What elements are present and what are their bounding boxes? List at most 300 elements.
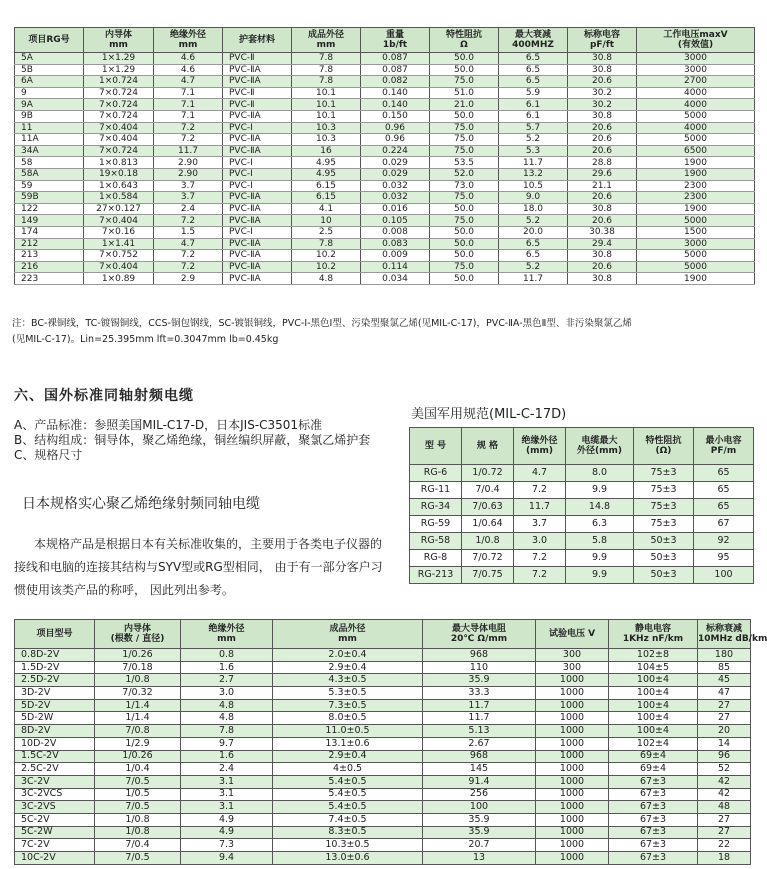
table-cell: 4000	[637, 99, 755, 111]
table-cell: 4.8	[181, 699, 273, 712]
table-cell: 4.3±0.5	[273, 674, 423, 687]
table-cell: 5.7	[499, 122, 568, 134]
table-cell: 1/1.4	[95, 712, 181, 725]
table-cell: 50±3	[634, 550, 694, 567]
table-cell: 11.0±0.5	[273, 725, 423, 738]
table-cell: 45	[698, 674, 751, 687]
table-row	[410, 567, 754, 584]
table-cell: 0.032	[361, 180, 430, 192]
table-cell: 5000	[637, 215, 755, 227]
table-cell: 4.7	[154, 238, 223, 250]
table-cell: 65	[694, 465, 754, 482]
table-cell: 100±4	[609, 712, 698, 725]
table-cell: 30.8	[568, 53, 637, 65]
table-cell: 20.7	[423, 839, 536, 852]
table-cell: 7.8	[292, 238, 361, 250]
table-cell: 91.4	[423, 775, 536, 788]
table-cell: 21.1	[568, 180, 637, 192]
table-cell: 30.8	[568, 250, 637, 262]
table-cell: 75±3	[634, 499, 694, 516]
table-cell: 100	[423, 801, 536, 814]
table-cell: 1×0.813	[84, 157, 154, 169]
table-cell: 10.1	[292, 87, 361, 99]
table-cell: 20.6	[568, 215, 637, 227]
table-cell: 0.140	[361, 87, 430, 99]
table-cell: 6.1	[499, 99, 568, 111]
table-cell: PVC-Ⅰ	[223, 122, 292, 134]
table-cell: 1/0.8	[95, 674, 181, 687]
table-cell: 10.2	[292, 250, 361, 262]
table-row	[410, 499, 754, 516]
table-cell: 6.5	[499, 64, 568, 76]
table-cell: 213	[15, 250, 84, 262]
paragraph-text: 本规格产品是根据日本有关标准收集的，主要用于各类电子仪器的	[34, 537, 383, 551]
table-cell: 5D-2V	[15, 699, 95, 712]
table-cell: 4.7	[514, 465, 566, 482]
table-cell: 42	[698, 775, 751, 788]
table-cell: 4000	[637, 122, 755, 134]
table-cell: 0.8D-2V	[15, 649, 95, 662]
table-cell: RG-11	[410, 482, 462, 499]
table-cell: 6.5	[499, 76, 568, 88]
table-cell: 110	[423, 661, 536, 674]
table-cell: 4.6	[154, 53, 223, 65]
table-cell: 104±5	[609, 661, 698, 674]
table-cell: 0.087	[361, 53, 430, 65]
table-cell: 20.6	[568, 134, 637, 146]
table-cell: 6.15	[292, 192, 361, 204]
table-cell: 1000	[536, 687, 609, 700]
table-cell: 6.5	[499, 238, 568, 250]
section-title: 六、国外标准同轴射频电缆	[14, 388, 194, 404]
table-cell: 3.0	[514, 533, 566, 550]
table-row	[15, 687, 751, 700]
table-cell: PVC-ⅡA	[223, 203, 292, 215]
table-cell: 2.5C-2V	[15, 763, 95, 776]
table-cell: PVC-ⅡA	[223, 76, 292, 88]
column-header: 试验电压 V	[536, 620, 609, 649]
table-cell: 7/0.75	[462, 567, 514, 584]
table-cell: 58A	[15, 168, 84, 180]
table-cell: RG-8	[410, 550, 462, 567]
table-cell: 67±3	[609, 788, 698, 801]
table-cell: 7×0.404	[84, 122, 154, 134]
table-row	[410, 516, 754, 533]
table-row	[410, 482, 754, 499]
column-header: 电缆最大 外径(mm)	[566, 428, 634, 465]
table-row	[15, 852, 751, 865]
table-cell: PVC-ⅡA	[223, 134, 292, 146]
table-header-row	[15, 28, 755, 53]
table-cell: 4.1	[292, 203, 361, 215]
table-cell: 8.3±0.5	[273, 826, 423, 839]
table-cell: 11.7	[514, 499, 566, 516]
table-cell: 14	[698, 737, 751, 750]
table-cell: 1/0.8	[462, 533, 514, 550]
table-cell: 968	[423, 750, 536, 763]
table-cell: 4.95	[292, 168, 361, 180]
table-cell: 75.0	[430, 145, 499, 157]
table-cell: 100	[694, 567, 754, 584]
table-cell: 145	[423, 763, 536, 776]
table-cell: 75±3	[634, 516, 694, 533]
table-cell: 27	[698, 699, 751, 712]
table-cell: 2.5	[292, 226, 361, 238]
table-cell: 7/0.32	[95, 687, 181, 700]
table-cell: 7.3±0.5	[273, 699, 423, 712]
table-cell: 0.105	[361, 215, 430, 227]
column-header: 工作电压maxV (有效值)	[637, 28, 755, 53]
table-cell: 10.3	[292, 122, 361, 134]
table-cell: 1000	[536, 813, 609, 826]
table-cell: 27	[698, 712, 751, 725]
table-cell: 11.7	[499, 273, 568, 285]
table-cell: PVC-Ⅰ	[223, 180, 292, 192]
table-cell: 300	[536, 661, 609, 674]
table-cell: 42	[698, 788, 751, 801]
table-row	[15, 110, 755, 122]
table-cell: PVC-Ⅰ	[223, 226, 292, 238]
table-cell: 2.7	[181, 674, 273, 687]
table-cell: 19×0.18	[84, 168, 154, 180]
footnote-line: (见MIL-C-17)。Lin=25.395mm lft=0.3047mm lb=0.45kg	[12, 334, 279, 345]
table-cell: 2.9±0.4	[273, 661, 423, 674]
table-cell: 11.7	[154, 145, 223, 157]
table-cell: 30.8	[568, 273, 637, 285]
table-cell: 6.1	[499, 110, 568, 122]
table-cell: 50.0	[430, 64, 499, 76]
table-cell: 1×0.89	[84, 273, 154, 285]
table-cell: 7.2	[154, 134, 223, 146]
table-cell: 1000	[536, 788, 609, 801]
table-cell: 5.2	[499, 134, 568, 146]
table-cell: 5C-2W	[15, 826, 95, 839]
table-cell: 11A	[15, 134, 84, 146]
table-cell: 5000	[637, 134, 755, 146]
table-cell: 95	[694, 550, 754, 567]
table-cell: 29.6	[568, 168, 637, 180]
table-cell: 0.96	[361, 134, 430, 146]
table-cell: 4.8	[292, 273, 361, 285]
table-cell: 1000	[536, 826, 609, 839]
table-cell: RG-59	[410, 516, 462, 533]
table-cell: 4.6	[154, 64, 223, 76]
table-row	[410, 533, 754, 550]
column-header: 护套材料	[223, 28, 292, 53]
table-cell: 73.0	[430, 180, 499, 192]
table-cell: 7.1	[154, 87, 223, 99]
table-cell: 10	[292, 215, 361, 227]
table-cell: 50.0	[430, 53, 499, 65]
table-cell: 3D-2V	[15, 687, 95, 700]
table-cell: 4.7	[154, 76, 223, 88]
table-cell: 11	[15, 122, 84, 134]
table-cell: 75±3	[634, 465, 694, 482]
table-cell: PVC-Ⅰ	[223, 157, 292, 169]
table-cell: 1×1.29	[84, 53, 154, 65]
table-cell: 50±3	[634, 533, 694, 550]
table-row	[15, 226, 755, 238]
table-row	[410, 465, 754, 482]
column-header: 内导体 mm	[84, 28, 154, 53]
table-cell: 100±4	[609, 699, 698, 712]
table-cell: 10.1	[292, 110, 361, 122]
table-cell: 75.0	[430, 192, 499, 204]
table-cell: 2.5D-2V	[15, 674, 95, 687]
jp-cable-title: 日本规格实心聚乙烯绝缘射频同轴电缆	[22, 496, 260, 512]
table-cell: 9	[15, 87, 84, 99]
table-header-row	[410, 428, 754, 465]
table-cell: 3C-2VS	[15, 801, 95, 814]
table-row	[15, 801, 751, 814]
table-cell: 30.2	[568, 87, 637, 99]
table-cell: 0.96	[361, 122, 430, 134]
table-cell: PVC-ⅡA	[223, 145, 292, 157]
table-cell: 1/0.72	[462, 465, 514, 482]
table-cell: 18.0	[499, 203, 568, 215]
table-cell: 7.2	[514, 550, 566, 567]
column-header: 项目RG号	[15, 28, 84, 53]
table-cell: 20.6	[568, 192, 637, 204]
table-cell: 48	[698, 801, 751, 814]
table-cell: 0.082	[361, 76, 430, 88]
table-row	[15, 649, 751, 662]
table-cell: 7/0.63	[462, 499, 514, 516]
footnote	[12, 316, 756, 348]
table-cell: 100±4	[609, 674, 698, 687]
table-cell: 1.6	[181, 661, 273, 674]
table-cell: 1×0.584	[84, 192, 154, 204]
table-cell: 59	[15, 180, 84, 192]
table-cell: 0.087	[361, 64, 430, 76]
table-row	[15, 180, 755, 192]
table-cell: 47	[698, 687, 751, 700]
table-cell: 0.029	[361, 168, 430, 180]
table-cell: PVC-Ⅱ	[223, 53, 292, 65]
table-cell: 10C-2V	[15, 852, 95, 865]
table-cell: 8D-2V	[15, 725, 95, 738]
table-cell: 5.13	[423, 725, 536, 738]
table-cell: 7/0.5	[95, 775, 181, 788]
table-cell: 9.9	[566, 482, 634, 499]
table-cell: 75.0	[430, 76, 499, 88]
table-cell: 85	[698, 661, 751, 674]
table-cell: 5000	[637, 261, 755, 273]
table-cell: RG-213	[410, 567, 462, 584]
table-cell: PVC-Ⅱ	[223, 87, 292, 99]
table-cell: 7×0.16	[84, 226, 154, 238]
table-row	[15, 192, 755, 204]
table-cell: 0.016	[361, 203, 430, 215]
table-cell: 3.7	[154, 192, 223, 204]
table-cell: 5.4±0.5	[273, 788, 423, 801]
table-cell: 7.4±0.5	[273, 813, 423, 826]
table-cell: 27	[698, 813, 751, 826]
table-cell: 1000	[536, 699, 609, 712]
table-cell: 0.083	[361, 238, 430, 250]
table-cell: 2.90	[154, 168, 223, 180]
column-header: 最大衰减 400MHZ	[499, 28, 568, 53]
table-cell: 1×0.724	[84, 76, 154, 88]
table-cell: 5D-2W	[15, 712, 95, 725]
table-cell: 968	[423, 649, 536, 662]
structure-text: B、结构组成：铜导体，聚乙烯绝缘，铜丝编织屏蔽，聚氯乙烯护套	[14, 433, 371, 447]
table-cell: 1000	[536, 725, 609, 738]
table-row	[15, 238, 755, 250]
table-cell: 1000	[536, 737, 609, 750]
table-cell: 27×0.127	[84, 203, 154, 215]
table-cell: 1/0.64	[462, 516, 514, 533]
table-cell: 256	[423, 788, 536, 801]
table-cell: 3C-2VCS	[15, 788, 95, 801]
table-row	[15, 699, 751, 712]
column-header: 绝缘外径 mm	[181, 620, 273, 649]
table-row	[15, 53, 755, 65]
table-cell: 52.0	[430, 168, 499, 180]
table-cell: 1/0.8	[95, 813, 181, 826]
column-header: 型 号	[410, 428, 462, 465]
table-row	[15, 76, 755, 88]
table-cell: 92	[694, 533, 754, 550]
table-cell: 216	[15, 261, 84, 273]
table-cell: 30.8	[568, 110, 637, 122]
table-cell: 1/0.4	[95, 763, 181, 776]
table-cell: 212	[15, 238, 84, 250]
table-cell: 11.7	[423, 699, 536, 712]
table-cell: 1000	[536, 763, 609, 776]
table-cell: 20.6	[568, 261, 637, 273]
table-cell: 14.8	[566, 499, 634, 516]
paragraph-text: 接线和电脑的连接其结构与SYV型或RG型相同， 由于有一部分客户习	[14, 560, 383, 574]
table-cell: 102±8	[609, 649, 698, 662]
table-cell: 69±4	[609, 763, 698, 776]
table-cell: 1900	[637, 157, 755, 169]
table-cell: 10.2	[292, 261, 361, 273]
table-cell: 1900	[637, 168, 755, 180]
table-cell: RG-58	[410, 533, 462, 550]
table-cell: 21.0	[430, 99, 499, 111]
table-cell: 100±4	[609, 725, 698, 738]
table-cell: 5B	[15, 64, 84, 76]
table-cell: 3.7	[154, 180, 223, 192]
table-cell: 4.9	[181, 813, 273, 826]
table-cell: 7/0.8	[95, 725, 181, 738]
table-cell: 9.4	[181, 852, 273, 865]
table-cell: 5.3	[499, 145, 568, 157]
column-header: 标称电容 pF/ft	[568, 28, 637, 53]
table-cell: 65	[694, 499, 754, 516]
table-row	[410, 550, 754, 567]
jp-spec-table	[14, 619, 767, 865]
table-cell: 10.3±0.5	[273, 839, 423, 852]
table-cell: 20.6	[568, 76, 637, 88]
table-cell: PVC-Ⅰ	[223, 168, 292, 180]
table-cell: 6.15	[292, 180, 361, 192]
table-cell: 20.0	[499, 226, 568, 238]
table-cell: 67±3	[609, 801, 698, 814]
table-cell: 10.5	[499, 180, 568, 192]
table-cell: 75.0	[430, 134, 499, 146]
table-cell: 7×0.724	[84, 99, 154, 111]
table-cell: PVC-ⅡA	[223, 192, 292, 204]
table-cell: 6.3	[566, 516, 634, 533]
table-row	[15, 64, 755, 76]
table-cell: 2.90	[154, 157, 223, 169]
table-cell: 4±0.5	[273, 763, 423, 776]
column-header: 特性阻抗 Ω	[430, 28, 499, 53]
table-cell: 1500	[637, 226, 755, 238]
table-cell: 3.1	[181, 775, 273, 788]
table-cell: 67±3	[609, 826, 698, 839]
table-cell: 1×0.643	[84, 180, 154, 192]
table-cell: 67±3	[609, 839, 698, 852]
table-cell: 30.8	[568, 203, 637, 215]
table-cell: 300	[536, 649, 609, 662]
table-cell: 67±3	[609, 852, 698, 865]
table-cell: 1000	[536, 674, 609, 687]
paragraph-text: 惯使用该类产品的称呼， 因此列出参考。	[14, 583, 234, 597]
table-cell: 30.2	[568, 99, 637, 111]
table-cell: 96	[698, 750, 751, 763]
table-cell: 0.224	[361, 145, 430, 157]
table-cell: 6.5	[499, 250, 568, 262]
table-cell: 7/0.5	[95, 852, 181, 865]
table-cell: 13.1±0.6	[273, 737, 423, 750]
table-cell: 7×0.724	[84, 110, 154, 122]
column-header: 成品外径 mm	[273, 620, 423, 649]
table-cell: 1900	[637, 203, 755, 215]
table-cell: 2.9	[154, 273, 223, 285]
table-cell: 3000	[637, 64, 755, 76]
table-cell: 223	[15, 273, 84, 285]
table-cell: 13.0±0.6	[273, 852, 423, 865]
mil-spec-table	[409, 427, 754, 584]
table-cell: 7.8	[292, 76, 361, 88]
table-cell: 75.0	[430, 215, 499, 227]
table-cell: 7.8	[181, 725, 273, 738]
table-row	[15, 674, 751, 687]
table-cell: 3000	[637, 53, 755, 65]
table-cell: 10.1	[292, 99, 361, 111]
table-cell: 13	[423, 852, 536, 865]
column-header: 内导体 (根数 / 直径)	[95, 620, 181, 649]
column-header: 绝缘外径 (mm)	[514, 428, 566, 465]
table-cell: 7×0.404	[84, 261, 154, 273]
table-cell: 0.008	[361, 226, 430, 238]
table-cell: 7.8	[292, 64, 361, 76]
table-cell: 9A	[15, 99, 84, 111]
table-cell: 50.0	[430, 273, 499, 285]
column-header: 标称衰减 10MHz dB/km	[698, 620, 751, 649]
column-header: 成品外径 mm	[292, 28, 361, 53]
table-row	[15, 661, 751, 674]
table-cell: 180	[698, 649, 751, 662]
table-cell: 0.140	[361, 99, 430, 111]
table-cell: 9.9	[566, 550, 634, 567]
table-row	[15, 725, 751, 738]
table-cell: 7.2	[154, 215, 223, 227]
table-row	[15, 839, 751, 852]
table-cell: 3C-2V	[15, 775, 95, 788]
table-cell: 1/1.4	[95, 699, 181, 712]
table-cell: 1.5	[154, 226, 223, 238]
table-row	[15, 712, 751, 725]
table-cell: 1.5D-2V	[15, 661, 95, 674]
table-cell: 20.6	[568, 145, 637, 157]
table-cell: 1000	[536, 712, 609, 725]
table-cell: 5.9	[499, 87, 568, 99]
table-cell: 7.2	[154, 261, 223, 273]
